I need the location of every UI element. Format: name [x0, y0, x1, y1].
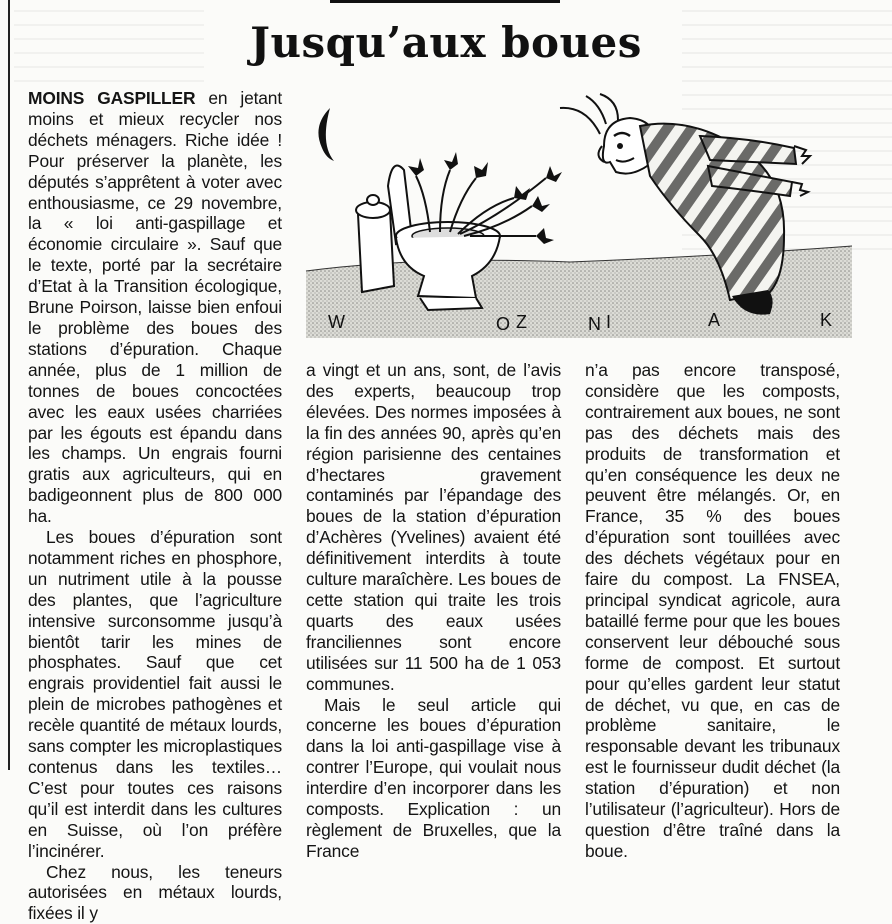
paragraph-2: Les boues d’épuration sont notamment riches en phosphore, un nutriment utile à la pousse des plantes, que l’agriculture intensive surconsomme jusqu’à bientôt tarir les mines de phosphates. Sauf que cet engrais providentiel fait aussi le plein de microbes pathogènes et recèle quantité de métaux lourds, sans compter les microplastiques contenus dans les textiles… C’est pour toutes ces raisons qu’il est interdit dans les cultures en Suisse, où l’on préfère l’incinérer.	[28, 527, 282, 861]
cartoon-illustration	[300, 86, 852, 338]
paragraph-5: Mais le seul article qui concerne les boues d’épuration dans la loi anti-gaspillage vise à contrer l’Europe, qui voulait nous interdire d’en incorporer dans les composts. Explication : un règlement de Bruxelles, que la France	[306, 694, 561, 861]
paragraph-1-text: en jetant moins et mieux recycler nos déchets ménagers. Riche idée ! Pour préserver la planète, les députés s’apprêtent à voter avec enthousiasme, ce 29 novembre, la « loi anti-gaspillage et économie circulaire ». Sauf que le texte, porté par la secrétaire d’Etat à la Transition écologique, Brune Poirson, laisse bien enfoui le problème des boues des stations d’épuration. Chaque année, plus de 1 million de tonnes de boues concoctées avec les eaux usées charriées par les égouts est épandu dans les champs. Un engrais fourni gratis aux agriculteurs, qui en badigeonnent plus de 800 000 ha.	[28, 88, 283, 527]
lead-in: MOINS GASPILLER	[28, 88, 196, 108]
article-column-2	[306, 360, 561, 862]
signature-letter: I	[606, 312, 612, 332]
signature-letter: N	[588, 314, 601, 334]
toilet-paper-roll	[356, 195, 394, 292]
paragraph-1	[28, 88, 282, 527]
paragraph-3: Chez nous, les teneurs autorisées en métaux lourds, fixées il y	[28, 861, 282, 924]
top-rule	[330, 0, 560, 3]
signature-letter: W	[328, 312, 345, 332]
signature-letter: O	[496, 314, 511, 334]
signature-letter: Z	[516, 312, 527, 332]
moon-icon	[318, 108, 334, 161]
article-column-3	[585, 360, 840, 862]
column-rule	[8, 0, 10, 770]
signature-letter: A	[708, 310, 721, 330]
headline: Jusqu’aux boues	[250, 18, 642, 67]
article-column-1	[28, 88, 282, 924]
paragraph-4: a vingt et un ans, sont, de l’avis des experts, beaucoup trop élevées. Des normes imposées à la fin des années 90, après qu’en région parisienne des centaines d’hectares gravement contaminés par l’épandage des boues de la station d’épuration d’Achères (Yvelines) avaient été définitivement interdits à toute culture maraîchère. Les boues de cette station qui traite les trois quarts des eaux usées franciliennes sont encore utilisées sur 11 500 ha de 1 053 communes.	[306, 360, 561, 694]
paragraph-6: n’a pas encore transposé, considère que les composts, contrairement aux boues, ne sont pas des déchets mais des produits de transformation et qu’en conséquence les deux ne peuvent être mélangés. Or, en France, 35 % des boues d’épuration sont touillées avec des déchets végétaux pour en faire du compost. La FNSEA, principal syndicat agricole, aura bataillé ferme pour que les boues conservent leur débouché sous forme de compost. Et surtout pour qu’elles gardent leur statut de déchet, vu que, en cas de problème sanitaire, le responsable devant les tribunaux est le fournisseur dudit déchet (la station d’épuration) et non l’utilisateur (l’agriculteur). Hors de question d’être traîné dans la boue.	[585, 360, 840, 861]
signature-letter: K	[820, 310, 833, 330]
